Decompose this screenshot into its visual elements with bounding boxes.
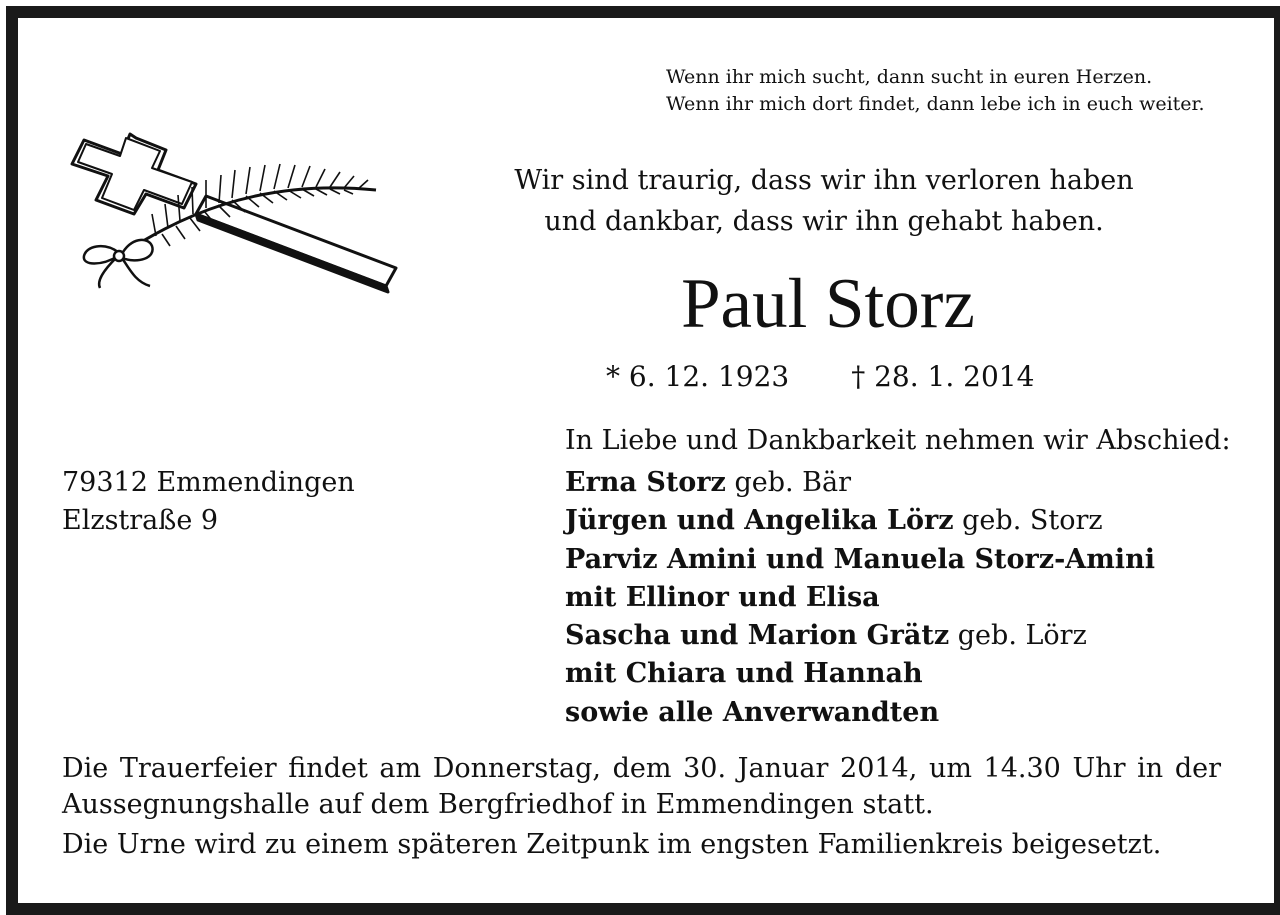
mourner-name: Sascha und Marion Grätz — [565, 620, 950, 652]
death-date: † 28. 1. 2014 — [851, 360, 1035, 393]
address-city: 79312 Emmendingen — [62, 467, 355, 498]
mourner-suffix: geb. Lörz — [949, 620, 1087, 652]
deceased-name: Paul Storz — [681, 265, 975, 343]
mourner-suffix: geb. Bär — [725, 467, 852, 498]
funeral-notice: Die Trauerfeier findet am Donnerstag, dem 30. Januar 2014, um 14.30 Uhr in der Aussegnungshalle auf dem Bergfriedhof in Emmendingen statt. — [62, 753, 1221, 820]
birth-date: * 6. 12. 1923 — [606, 360, 790, 393]
mourner-row — [565, 579, 1155, 617]
cross-with-palm-branch-icon — [56, 118, 426, 302]
mourner-address — [62, 464, 355, 540]
lead-verse — [504, 160, 1144, 242]
motto-line-2: Wenn ihr mich dort findet, dann lebe ich in euch weiter. — [666, 93, 1205, 115]
mourner-row — [565, 541, 1155, 579]
mourner-name: sowie alle Anverwandten — [565, 696, 940, 728]
mourner-name: mit Chiara und Hannah — [565, 658, 923, 690]
motto-quote — [666, 64, 1205, 118]
mourner-suffix: geb. Storz — [953, 505, 1103, 537]
life-dates — [606, 357, 1034, 397]
obituary-frame — [6, 6, 1280, 915]
mourners-list — [565, 464, 1155, 732]
address-street: Elzstraße 9 — [62, 505, 219, 536]
urn-notice: Die Urne wird zu einem späteren Zeitpunk im engsten Familienkreis beigesetzt. — [62, 829, 1162, 860]
mourner-name: Erna Storz — [565, 467, 726, 498]
mourner-name: Parviz Amini und Manuela Storz-Amini — [565, 543, 1155, 575]
farewell-intro: In Liebe und Dankbarkeit nehmen wir Abschied: — [565, 425, 1231, 456]
motto-line-1: Wenn ihr mich sucht, dann sucht in euren Herzen. — [666, 66, 1153, 88]
mourner-name: mit Ellinor und Elisa — [565, 581, 880, 613]
mourner-row — [565, 464, 1155, 502]
mourner-row — [565, 502, 1155, 540]
mourner-row — [565, 694, 1155, 732]
mourner-row — [565, 655, 1155, 693]
lead-line-2: und dankbar, dass wir ihn gehabt haben. — [544, 206, 1104, 237]
mourner-row — [565, 617, 1155, 655]
lead-line-1: Wir sind traurig, dass wir ihn verloren haben — [514, 165, 1134, 196]
mourner-name: Jürgen und Angelika Lörz — [565, 505, 954, 537]
